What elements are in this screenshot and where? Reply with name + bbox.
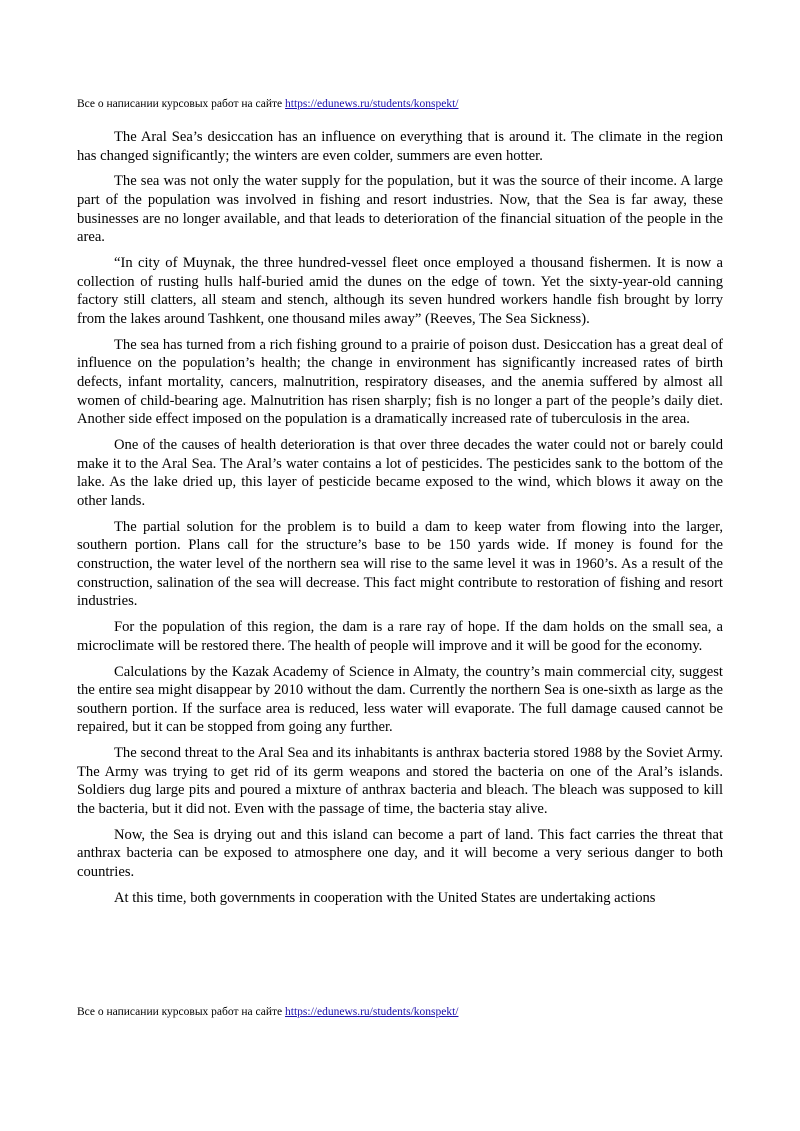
paragraph: The second threat to the Aral Sea and its inhabitants is anthrax bacteria stored 1988 by the Soviet Army. The Army was trying to get rid of its germ weapons and stored the bacteria on one of the Aral’s islands. Soldiers dug large pits and poured a mixture of anthrax bacteria and bleach. The bleach was supposed to kill the bacteria, but it did not. Even with the passage of time, the bacteria stay alive. bbox=[77, 745, 723, 817]
page-header bbox=[77, 97, 737, 111]
header-text: Все о написании курсовых работ на сайте bbox=[77, 98, 286, 110]
paragraph: For the population of this region, the dam is a rare ray of hope. If the dam holds on the small sea, a microclimate will be restored there. The health of people will improve and it will be good for the economy. bbox=[77, 619, 723, 654]
footer-link[interactable]: https://edunews.ru/students/konspekt/ bbox=[285, 1006, 459, 1018]
page-footer bbox=[77, 1005, 737, 1019]
document-body bbox=[77, 128, 723, 915]
paragraph: Now, the Sea is drying out and this island can become a part of land. This fact carries the threat that anthrax bacteria can be exposed to atmosphere one day, and it will become a very serious danger to both countries. bbox=[77, 826, 723, 881]
header-link[interactable]: https://edunews.ru/students/konspekt/ bbox=[285, 98, 459, 110]
paragraph: Calculations by the Kazak Academy of Science in Almaty, the country’s main commercial city, suggest the entire sea might disappear by 2010 without the dam. Currently the northern Sea is one-sixth as large as the southern portion. If the surface area is reduced, less water will evaporate. The full damage caused cannot be repaired, but it can be stopped from going any further. bbox=[77, 663, 723, 736]
paragraph: At this time, both governments in cooperation with the United States are undertaking actions bbox=[114, 889, 656, 906]
paragraph: One of the causes of health deterioration is that over three decades the water could not or barely could make it to the Aral Sea. The Aral’s water contains a lot of pesticides. The pesticides sank to the bottom of the lake. As the lake dried up, this layer of pesticide became exposed to the wind, which blows it away on the other lands. bbox=[77, 437, 723, 509]
paragraph: The Aral Sea’s desiccation has an influence on everything that is around it. The climate in the region has changed significantly; the winters are even colder, summers are even hotter. bbox=[77, 129, 723, 164]
paragraph: The partial solution for the problem is to build a dam to keep water from flowing into the larger, southern portion. Plans call for the structure’s base to be 150 yards wide. If money is found for the construction, the water level of the northern sea will rise to the same level it was in 1960’s. As a result of the construction, salination of the sea will decrease. This fact might contribute to restoration of fishing and resort industries. bbox=[77, 518, 723, 610]
paragraph: “In city of Muynak, the three hundred-vessel fleet once employed a thousand fishermen. It is now a collection of rusting hulls half-buried amid the dunes on the edge of town. Yet the sixty-year-old canning factory still clatters, all steam and stench, although its seven hundred workers handle fish brought by lorry from the lakes around Tashkent, one thousand miles away” (Reeves, The Sea Sickness). bbox=[77, 255, 723, 327]
paragraph: The sea was not only the water supply for the population, but it was the source of their income. A large part of the population was involved in fishing and resort industries. Now, that the Sea is far away, these businesses are no longer available, and that leads to deterioration of the financial situation of the people in the area. bbox=[77, 173, 723, 246]
footer-text: Все о написании курсовых работ на сайте bbox=[77, 1006, 286, 1018]
paragraph: The sea has turned from a rich fishing ground to a prairie of poison dust. Desiccation has a great deal of influence on the population’s health; the change in environment has significantly increased rates of birth defects, infant mortality, cancers, malnutrition, respiratory diseases, and the anemia suffered by almost all women of child-bearing age. Malnutrition has risen sharply; fish is no longer a part of the people’s daily diet. Another side effect imposed on the population is a dramatically increased rate of tuberculosis in the area. bbox=[77, 336, 723, 428]
